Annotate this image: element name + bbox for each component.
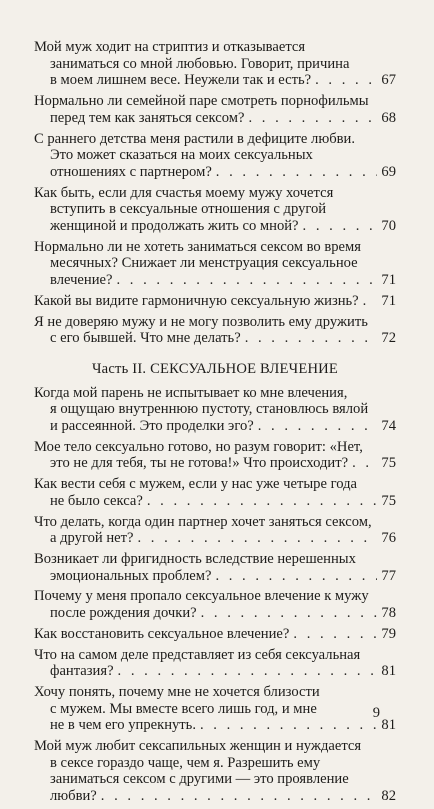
toc-entry	[34, 647, 396, 680]
toc-entry-line: заниматься сексом с другими — это проявление	[50, 771, 349, 788]
toc-entry	[34, 684, 396, 734]
toc-entry-page: 78	[381, 605, 396, 622]
toc-entry-last-line	[34, 110, 396, 127]
toc-entry-last-line	[34, 626, 396, 643]
toc-entry-line: Почему у меня пропало сексуальное влечение к мужу	[34, 588, 369, 605]
dot-leader	[258, 418, 378, 435]
toc-entry-line: Нормально ли семейной паре смотреть порнофильмы	[34, 93, 369, 110]
toc-entry-last-line	[34, 530, 396, 547]
toc-entry-last-line	[34, 293, 396, 310]
toc-entry-line: Мой муж любит сексапильных женщин и нуждается	[34, 738, 362, 755]
toc-entry-page: 70	[381, 218, 396, 235]
page-number: 9	[372, 705, 380, 721]
toc-entry-text: Какой вы видите гармоничную сексуальную жизнь?	[34, 292, 359, 309]
toc-entry-line: Мое тело сексуально готово, но разум говорит: «Нет,	[34, 438, 363, 455]
toc-entry-page: 75	[381, 455, 396, 472]
toc-entry-line: Что делать, когда один партнер хочет заняться сексом,	[34, 513, 372, 530]
toc-entry	[34, 185, 396, 235]
toc-entry-text: женщиной и продолжать жить со мной?	[50, 218, 299, 235]
toc-entry-text: влечение?	[50, 272, 113, 289]
toc-entry-text: а другой нет?	[50, 530, 134, 547]
section-title: Часть II. СЕКСУАЛЬНОЕ ВЛЕЧЕНИЕ	[91, 360, 339, 377]
toc-entry-last-line	[34, 72, 396, 89]
toc-entry-page: 79	[381, 625, 396, 642]
toc-entry-line: я ощущаю внутреннюю пустоту, становлюсь вялой	[50, 401, 369, 418]
toc-part-2-entries	[34, 385, 396, 805]
toc-entry-text: отношениях с партнером?	[50, 163, 212, 180]
toc-entry-page: 71	[381, 292, 396, 309]
toc-entry-page: 75	[381, 492, 396, 509]
dot-leader	[248, 110, 377, 127]
toc-entry-line: Когда мой парень не испытывает ко мне влечения,	[34, 384, 348, 401]
toc-entry	[34, 626, 396, 643]
toc-entry-text: эмоциональных проблем?	[50, 567, 212, 584]
dot-leader	[215, 568, 377, 585]
toc-entry	[34, 439, 396, 472]
toc-entry-page: 74	[381, 418, 396, 435]
dot-leader	[245, 330, 378, 347]
toc-entry-line: вступить в сексуальные отношения с другой	[50, 201, 327, 218]
dot-leader	[117, 272, 378, 289]
toc-entry	[34, 588, 396, 621]
toc-entry-line: Мой муж ходит на стриптиз и отказывается	[34, 39, 306, 55]
toc-entry	[34, 93, 396, 126]
toc-entry-text: с его бывшей. Что мне делать?	[50, 330, 241, 347]
toc-entry-page: 81	[381, 663, 396, 680]
toc-entry-page: 77	[381, 567, 396, 584]
dot-leader	[363, 293, 378, 310]
dot-leader	[303, 218, 378, 235]
toc-entry	[34, 314, 396, 347]
toc-entry-last-line	[34, 717, 396, 734]
toc-entry-text: любви?	[50, 788, 97, 805]
toc-entry	[34, 385, 396, 435]
toc-entry	[34, 551, 396, 584]
toc-entry-last-line	[34, 418, 396, 435]
toc-entry-text: это не для тебя, ты не готова!» Что происходит?	[50, 455, 349, 472]
toc-entry-last-line	[34, 788, 396, 805]
toc-entry-text: Как восстановить сексуальное влечение?	[34, 625, 290, 642]
toc-entry-page: 71	[381, 272, 396, 289]
toc-entry-line: Что на самом деле представляет из себя сексуальная	[34, 646, 361, 663]
toc-entry-line: Как быть, если для счастья моему мужу хочется	[34, 184, 334, 201]
toc-entry-last-line	[34, 605, 396, 622]
toc-entry	[34, 293, 396, 310]
toc-entry-page: 72	[381, 330, 396, 347]
toc-entry-text: не в чем его упрекнуть.	[50, 717, 196, 734]
toc-entry	[34, 514, 396, 547]
toc-entry-line: месячных? Снижает ли менструация сексуальное	[50, 255, 358, 272]
toc-entry-last-line	[34, 455, 396, 472]
dot-leader	[118, 663, 378, 680]
toc-entry-line: Это может сказаться на моих сексуальных	[50, 147, 313, 164]
toc-entry-text: после рождения дочки?	[50, 605, 197, 622]
toc-entry-line: заниматься со мной любовью. Говорит, причина	[50, 55, 350, 72]
toc-entry-last-line	[34, 164, 396, 181]
toc-entry	[34, 738, 396, 805]
toc-entry-last-line	[34, 330, 396, 347]
toc-entry-page: 69	[381, 163, 396, 180]
dot-leader	[315, 72, 377, 89]
dot-leader	[101, 788, 378, 805]
toc-entry-page: 67	[381, 72, 396, 89]
toc-entry-text: не было секса?	[50, 492, 143, 509]
toc-entry-line: Как вести себя с мужем, если у нас уже четыре года	[34, 476, 358, 493]
toc-entry-line: Нормально ли не хотеть заниматься сексом во время	[34, 238, 361, 255]
toc-entry-page: 81	[381, 717, 396, 734]
dot-leader	[137, 530, 377, 547]
toc-entry	[34, 476, 396, 509]
toc-entry-line: Хочу понять, почему мне не хочется близости	[34, 683, 320, 700]
toc-entry-last-line	[34, 218, 396, 235]
toc-entry-text: в моем лишнем весе. Неужели так и есть?	[50, 72, 312, 89]
dot-leader	[216, 164, 378, 181]
toc-entry	[34, 39, 396, 89]
dot-leader	[352, 455, 377, 472]
toc-entry-last-line	[34, 493, 396, 510]
toc-entry-page: 76	[381, 530, 396, 547]
toc-part-1-entries	[34, 39, 396, 347]
toc-entry-page: 68	[381, 109, 396, 126]
toc-entry-last-line	[34, 663, 396, 680]
dot-leader	[293, 626, 377, 643]
toc-entry-line: с мужем. Мы вместе всего лишь год, и мне	[50, 700, 317, 717]
table-of-contents	[34, 39, 396, 809]
toc-entry-line: в сексе гораздо чаще, чем я. Разрешить ему	[50, 754, 321, 771]
toc-entry-page: 82	[381, 788, 396, 805]
toc-entry-last-line	[34, 568, 396, 585]
toc-entry	[34, 131, 396, 181]
toc-entry-last-line	[34, 272, 396, 289]
toc-entry-line: Я не доверяю мужу и не могу позволить ему дружить	[34, 313, 368, 330]
toc-entry-line: С раннего детства меня растили в дефиците любви.	[34, 130, 355, 147]
toc-entry-text: фантазия?	[50, 663, 114, 680]
dot-leader	[147, 493, 378, 510]
dot-leader	[200, 717, 377, 734]
toc-entry-text: и рассеянной. Это проделки эго?	[50, 418, 254, 435]
toc-entry-text: перед тем как заняться сексом?	[50, 109, 245, 126]
dot-leader	[201, 605, 378, 622]
toc-entry	[34, 239, 396, 289]
toc-entry-line: Возникает ли фригидность вследствие нерешенных	[34, 550, 356, 567]
